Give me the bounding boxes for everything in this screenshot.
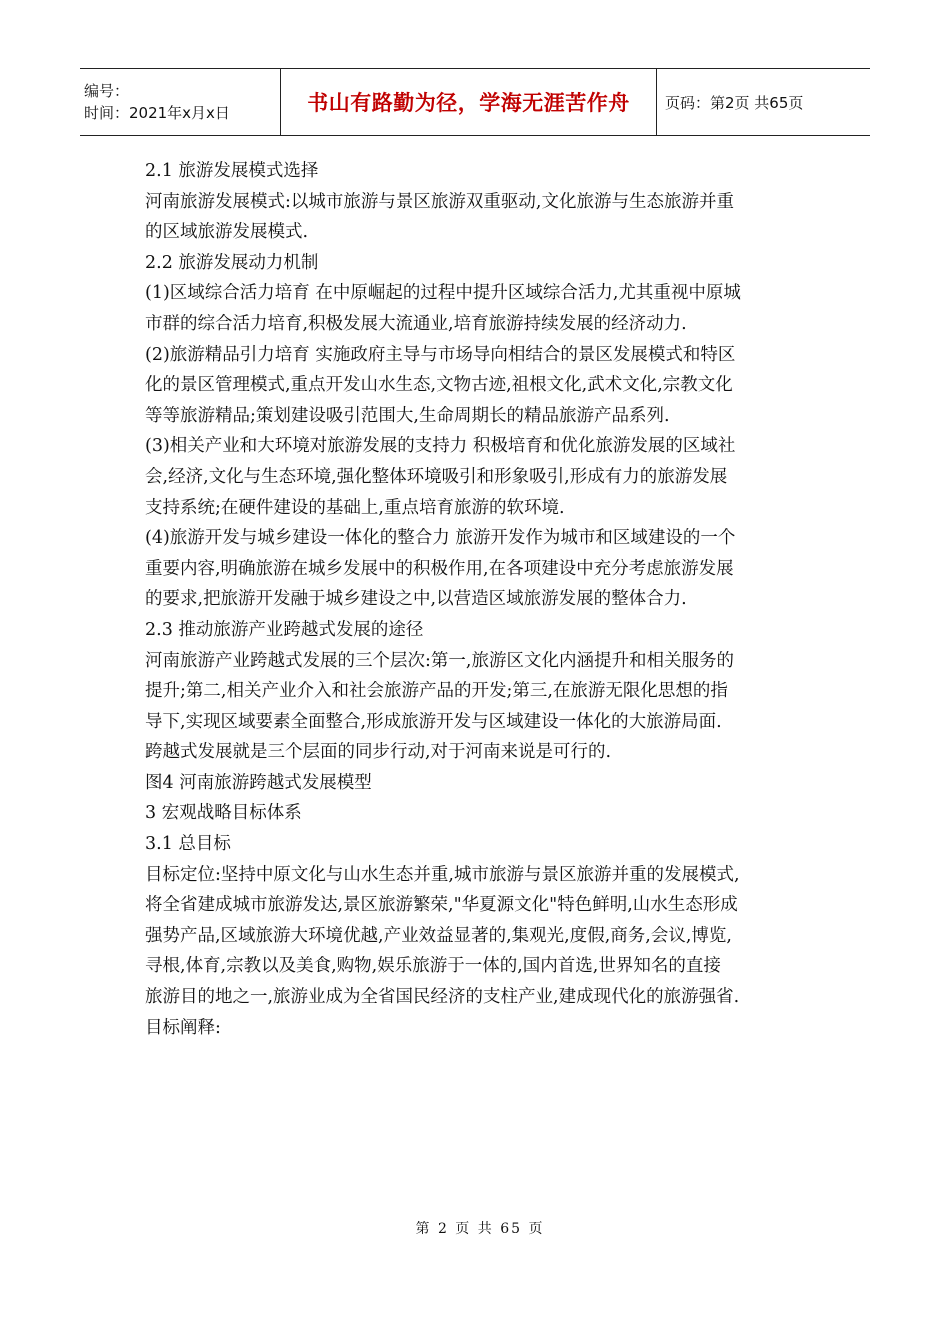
body-line: (1)区域综合活力培育 在中原崛起的过程中提升区域综合活力,尤其重视中原城 [145,283,741,304]
body-line: 的要求,把旅游开发融于城乡建设之中,以营造区域旅游发展的整体合力. [145,589,687,610]
body-line: 目标阐释: [145,1017,221,1038]
body-line: 3.1 总目标 [145,834,231,855]
body-line: 3 宏观战略目标体系 [145,803,302,824]
body-line: 2.2 旅游发展动力机制 [145,252,319,273]
body-line: 重要内容,明确旅游在城乡发展中的积极作用,在各项建设中充分考虑旅游发展 [145,558,734,579]
header-motto-cell [281,69,657,135]
header-page-cell [657,69,870,135]
body-line: 强势产品,区域旅游大环境优越,产业效益显著的,集观光,度假,商务,会议,博览, [145,925,732,946]
footer-page-number: 第 2 页 共 65 页 [415,1221,545,1237]
body-line: 2.3 推动旅游产业跨越式发展的途径 [145,619,424,640]
serial-number-label: 编号： [84,82,130,100]
body-line: 寻根,体育,宗教以及美食,购物,娱乐旅游于一体的,国内首选,世界知名的直接 [145,956,721,977]
body-line: 市群的综合活力培育,积极发展大流通业,培育旅游持续发展的经济动力. [145,313,687,334]
page-footer [0,1218,950,1238]
body-line: (4)旅游开发与城乡建设一体化的整合力 旅游开发作为城市和区域建设的一个 [145,528,736,549]
header-page-info: 页码：第2页 共65页 [665,93,804,112]
header-left-cell [80,69,281,135]
body-line: (3)相关产业和大环境对旅游发展的支持力 积极培育和优化旅游发展的区域社 [145,436,736,457]
body-line: 导下,实现区域要素全面整合,形成旅游开发与区域建设一体化的大旅游局面. [145,711,722,732]
body-line: 河南旅游产业跨越式发展的三个层次:第一,旅游区文化内涵提升和相关服务的 [145,650,734,671]
body-line: 支持系统;在硬件建设的基础上,重点培育旅游的软环境. [145,497,565,518]
body-line: 等等旅游精品;策划建设吸引范围大,生命周期长的精品旅游产品系列. [145,405,670,426]
body-line: 目标定位:坚持中原文化与山水生态并重,城市旅游与景区旅游并重的发展模式, [145,864,740,885]
body-line: 的区域旅游发展模式. [145,222,309,243]
document-body [145,156,815,1043]
body-line: 旅游目的地之一,旅游业成为全省国民经济的支柱产业,建成现代化的旅游强省. [145,987,740,1008]
body-line: 将全省建成城市旅游发达,景区旅游繁荣,"华夏源文化"特色鲜明,山水生态形成 [145,895,738,916]
body-line: 会,经济,文化与生态环境,强化整体环境吸引和形象吸引,形成有力的旅游发展 [145,466,728,487]
body-line: 图4 河南旅游跨越式发展模型 [145,772,372,793]
date-label: 时间：2021年x月x日 [84,104,230,122]
page-header [80,68,870,136]
body-line: 跨越式发展就是三个层面的同步行动,对于河南来说是可行的. [145,742,612,763]
body-line: 化的景区管理模式,重点开发山水生态,文物古迹,祖根文化,武术文化,宗教文化 [145,375,733,396]
body-line: 河南旅游发展模式:以城市旅游与景区旅游双重驱动,文化旅游与生态旅游并重 [145,191,734,212]
body-line: 提升;第二,相关产业介入和社会旅游产品的开发;第三,在旅游无限化思想的指 [145,681,728,702]
body-line: (2)旅游精品引力培育 实施政府主导与市场导向相结合的景区发展模式和特区 [145,344,736,365]
motto-text: 书山有路勤为径，学海无涯苦作舟 [307,91,630,115]
body-line: 2.1 旅游发展模式选择 [145,161,319,181]
